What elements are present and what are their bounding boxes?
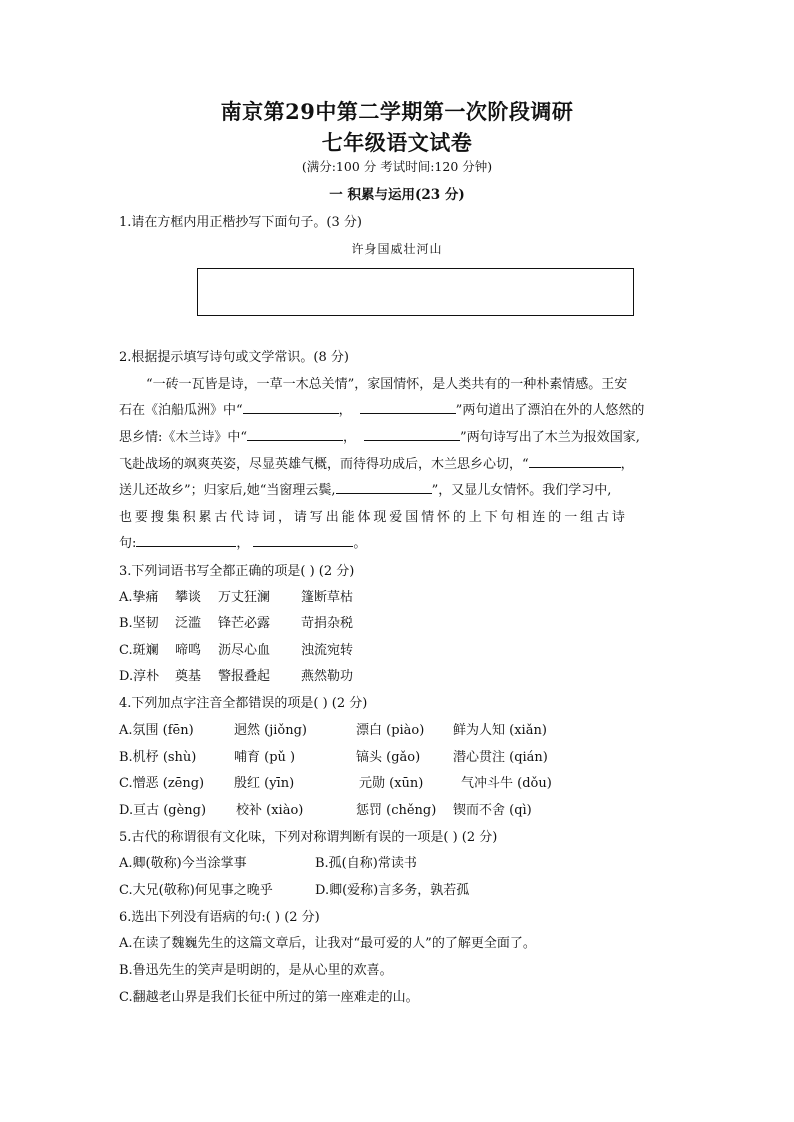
option-word: B.机杼 (shù) xyxy=(119,750,197,765)
option-word: 漂白 (piào) xyxy=(356,723,425,738)
option-word: D.淳朴 xyxy=(119,669,160,684)
q3-option-c[interactable] xyxy=(119,639,354,658)
q4-option-d[interactable] xyxy=(119,799,532,818)
q5-stem: 5.古代的称谓很有文化味，下列对称谓判断有误的一项是( ) (2 分) xyxy=(119,830,498,845)
fill-blank[interactable] xyxy=(243,399,339,414)
q2-text: ”，又显儿女情怀。我们学习中, xyxy=(431,483,612,498)
q2-line-5 xyxy=(119,479,611,498)
q6-option-c[interactable]: C.翻越老山界是我们长征中所过的第一座难走的山。 xyxy=(119,990,419,1005)
option-word: 泛滥 xyxy=(175,616,202,631)
q3-option-b[interactable] xyxy=(119,612,354,631)
fill-blank[interactable] xyxy=(136,532,236,547)
q4-option-a[interactable] xyxy=(119,719,547,738)
q2-text: ， xyxy=(620,457,634,472)
fill-blank[interactable] xyxy=(529,453,621,468)
option-word: 殷红 (yīn) xyxy=(234,776,295,791)
q2-line-2 xyxy=(119,399,644,418)
q1-stem: 1.请在方框内用正楷抄写下面句子。(3 分) xyxy=(119,215,362,230)
option-word: A.氛围 (fēn) xyxy=(119,723,194,738)
q5-option-d[interactable]: D.卿(爱称)言多务，孰若孤 xyxy=(315,883,470,898)
option-word: 锋芒必露 xyxy=(218,616,271,631)
option-word: 攀谈 xyxy=(175,590,202,605)
option-word: 沥尽心血 xyxy=(218,643,271,658)
q2-text: 句: xyxy=(119,536,137,551)
option-word: 校补 (xiào) xyxy=(236,803,304,818)
q2-text: 送儿还故乡”；归家后,她“当窗理云鬓, xyxy=(119,483,336,498)
option-word: 燕然勒功 xyxy=(301,669,354,684)
option-word: C.斑斓 xyxy=(119,643,159,658)
fill-blank[interactable] xyxy=(364,426,460,441)
q2-text: 石在《泊船瓜洲》中“ xyxy=(119,403,243,418)
q3-stem: 3.下列词语书写全都正确的项是( ) (2 分) xyxy=(119,564,355,579)
option-word: 万丈狂澜 xyxy=(218,590,271,605)
option-word: 啼鸣 xyxy=(175,643,202,658)
q1-writing-box[interactable] xyxy=(197,268,634,316)
fill-blank[interactable] xyxy=(336,479,432,494)
option-word: B.坚韧 xyxy=(119,616,159,631)
q4-option-b[interactable] xyxy=(119,746,548,765)
option-word: 哺育 (pǔ ) xyxy=(234,750,296,765)
q2-line-3 xyxy=(119,426,640,445)
q6-option-a[interactable]: A.在读了魏巍先生的这篇文章后，让我对“最可爱的人”的了解更全面了。 xyxy=(119,936,536,951)
option-word: 迥然 (jiǒng) xyxy=(234,723,307,738)
option-word: 警报叠起 xyxy=(218,669,271,684)
q2-line-4 xyxy=(119,453,634,472)
q2-text: ， xyxy=(338,403,352,418)
q1-poem: 许身国威壮河山 xyxy=(351,242,443,256)
q4-option-c[interactable] xyxy=(119,772,552,791)
q4-stem: 4.下列加点字注音全都错误的项是( ) (2 分) xyxy=(119,696,368,711)
q5-option-a[interactable]: A.卿(敬称)今当涂掌事 xyxy=(119,856,247,871)
q2-text: 思乡情:《木兰诗》中“ xyxy=(119,430,248,445)
option-word: 元勋 (xūn) xyxy=(359,776,424,791)
option-word: 奠基 xyxy=(175,669,202,684)
q5-option-c[interactable]: C.大兄(敬称)何见事之晚乎 xyxy=(119,883,273,898)
q2-text: ”两句诗写出了木兰为报效国家, xyxy=(460,430,640,445)
option-word: 篷断草枯 xyxy=(301,590,354,605)
q2-line-1: “一砖一瓦皆是诗，一草一木总关情”，家国情怀，是人类共有的一种朴素情感。王安 xyxy=(146,377,628,392)
option-word: 浊流宛转 xyxy=(301,643,354,658)
q2-line-6: 也要搜集积累古代诗词，请写出能体现爱国情怀的上下句相连的一组古诗 xyxy=(119,510,628,525)
q3-option-d[interactable] xyxy=(119,665,354,684)
option-word: 苛捐杂税 xyxy=(301,616,354,631)
option-word: 锲而不舍 (qì) xyxy=(453,803,532,818)
q6-stem: 6.选出下列没有语病的句:( ) (2 分) xyxy=(119,910,320,925)
option-word: D.亘古 (gèng) xyxy=(119,803,207,818)
q2-text: ， xyxy=(343,430,357,445)
q2-text: ”两句道出了漂泊在外的人悠然的 xyxy=(455,403,645,418)
option-word: 气冲斗牛 (dǒu) xyxy=(461,776,552,791)
exam-subtitle: 七年级语文试卷 xyxy=(321,130,473,155)
option-word: 镐头 (gǎo) xyxy=(356,750,421,765)
fill-blank[interactable] xyxy=(253,532,353,547)
option-word: A.挚痛 xyxy=(119,590,159,605)
option-word: 鲜为人知 (xiǎn) xyxy=(453,723,547,738)
exam-meta: (满分:100 分 考试时间:120 分钟) xyxy=(301,159,493,174)
q6-option-b[interactable]: B.鲁迅先生的笑声是明朗的，是从心里的欢喜。 xyxy=(119,963,393,978)
q2-text: 飞赴战场的飒爽英姿，尽显英雄气概，而待得功成后，木兰思乡心切，“ xyxy=(119,457,529,472)
q2-stem: 2.根据提示填写诗句或文学常识。(8 分) xyxy=(119,350,349,365)
q2-line-7 xyxy=(119,532,366,551)
q3-option-a[interactable] xyxy=(119,586,354,605)
exam-title: 南京第29中第二学期第一次阶段调研 xyxy=(220,99,574,124)
section-heading: 一 积累与运用(23 分) xyxy=(329,187,465,203)
fill-blank[interactable] xyxy=(360,399,456,414)
option-word: 潜心贯注 (qián) xyxy=(453,750,548,765)
q5-option-b[interactable]: B.孤(自称)常读书 xyxy=(315,856,417,871)
option-word: C.憎恶 (zēng) xyxy=(119,776,205,791)
q2-text: 。 xyxy=(353,536,367,551)
option-word: 惩罚 (chěng) xyxy=(356,803,437,818)
q2-text: ， xyxy=(236,536,250,551)
fill-blank[interactable] xyxy=(247,426,343,441)
